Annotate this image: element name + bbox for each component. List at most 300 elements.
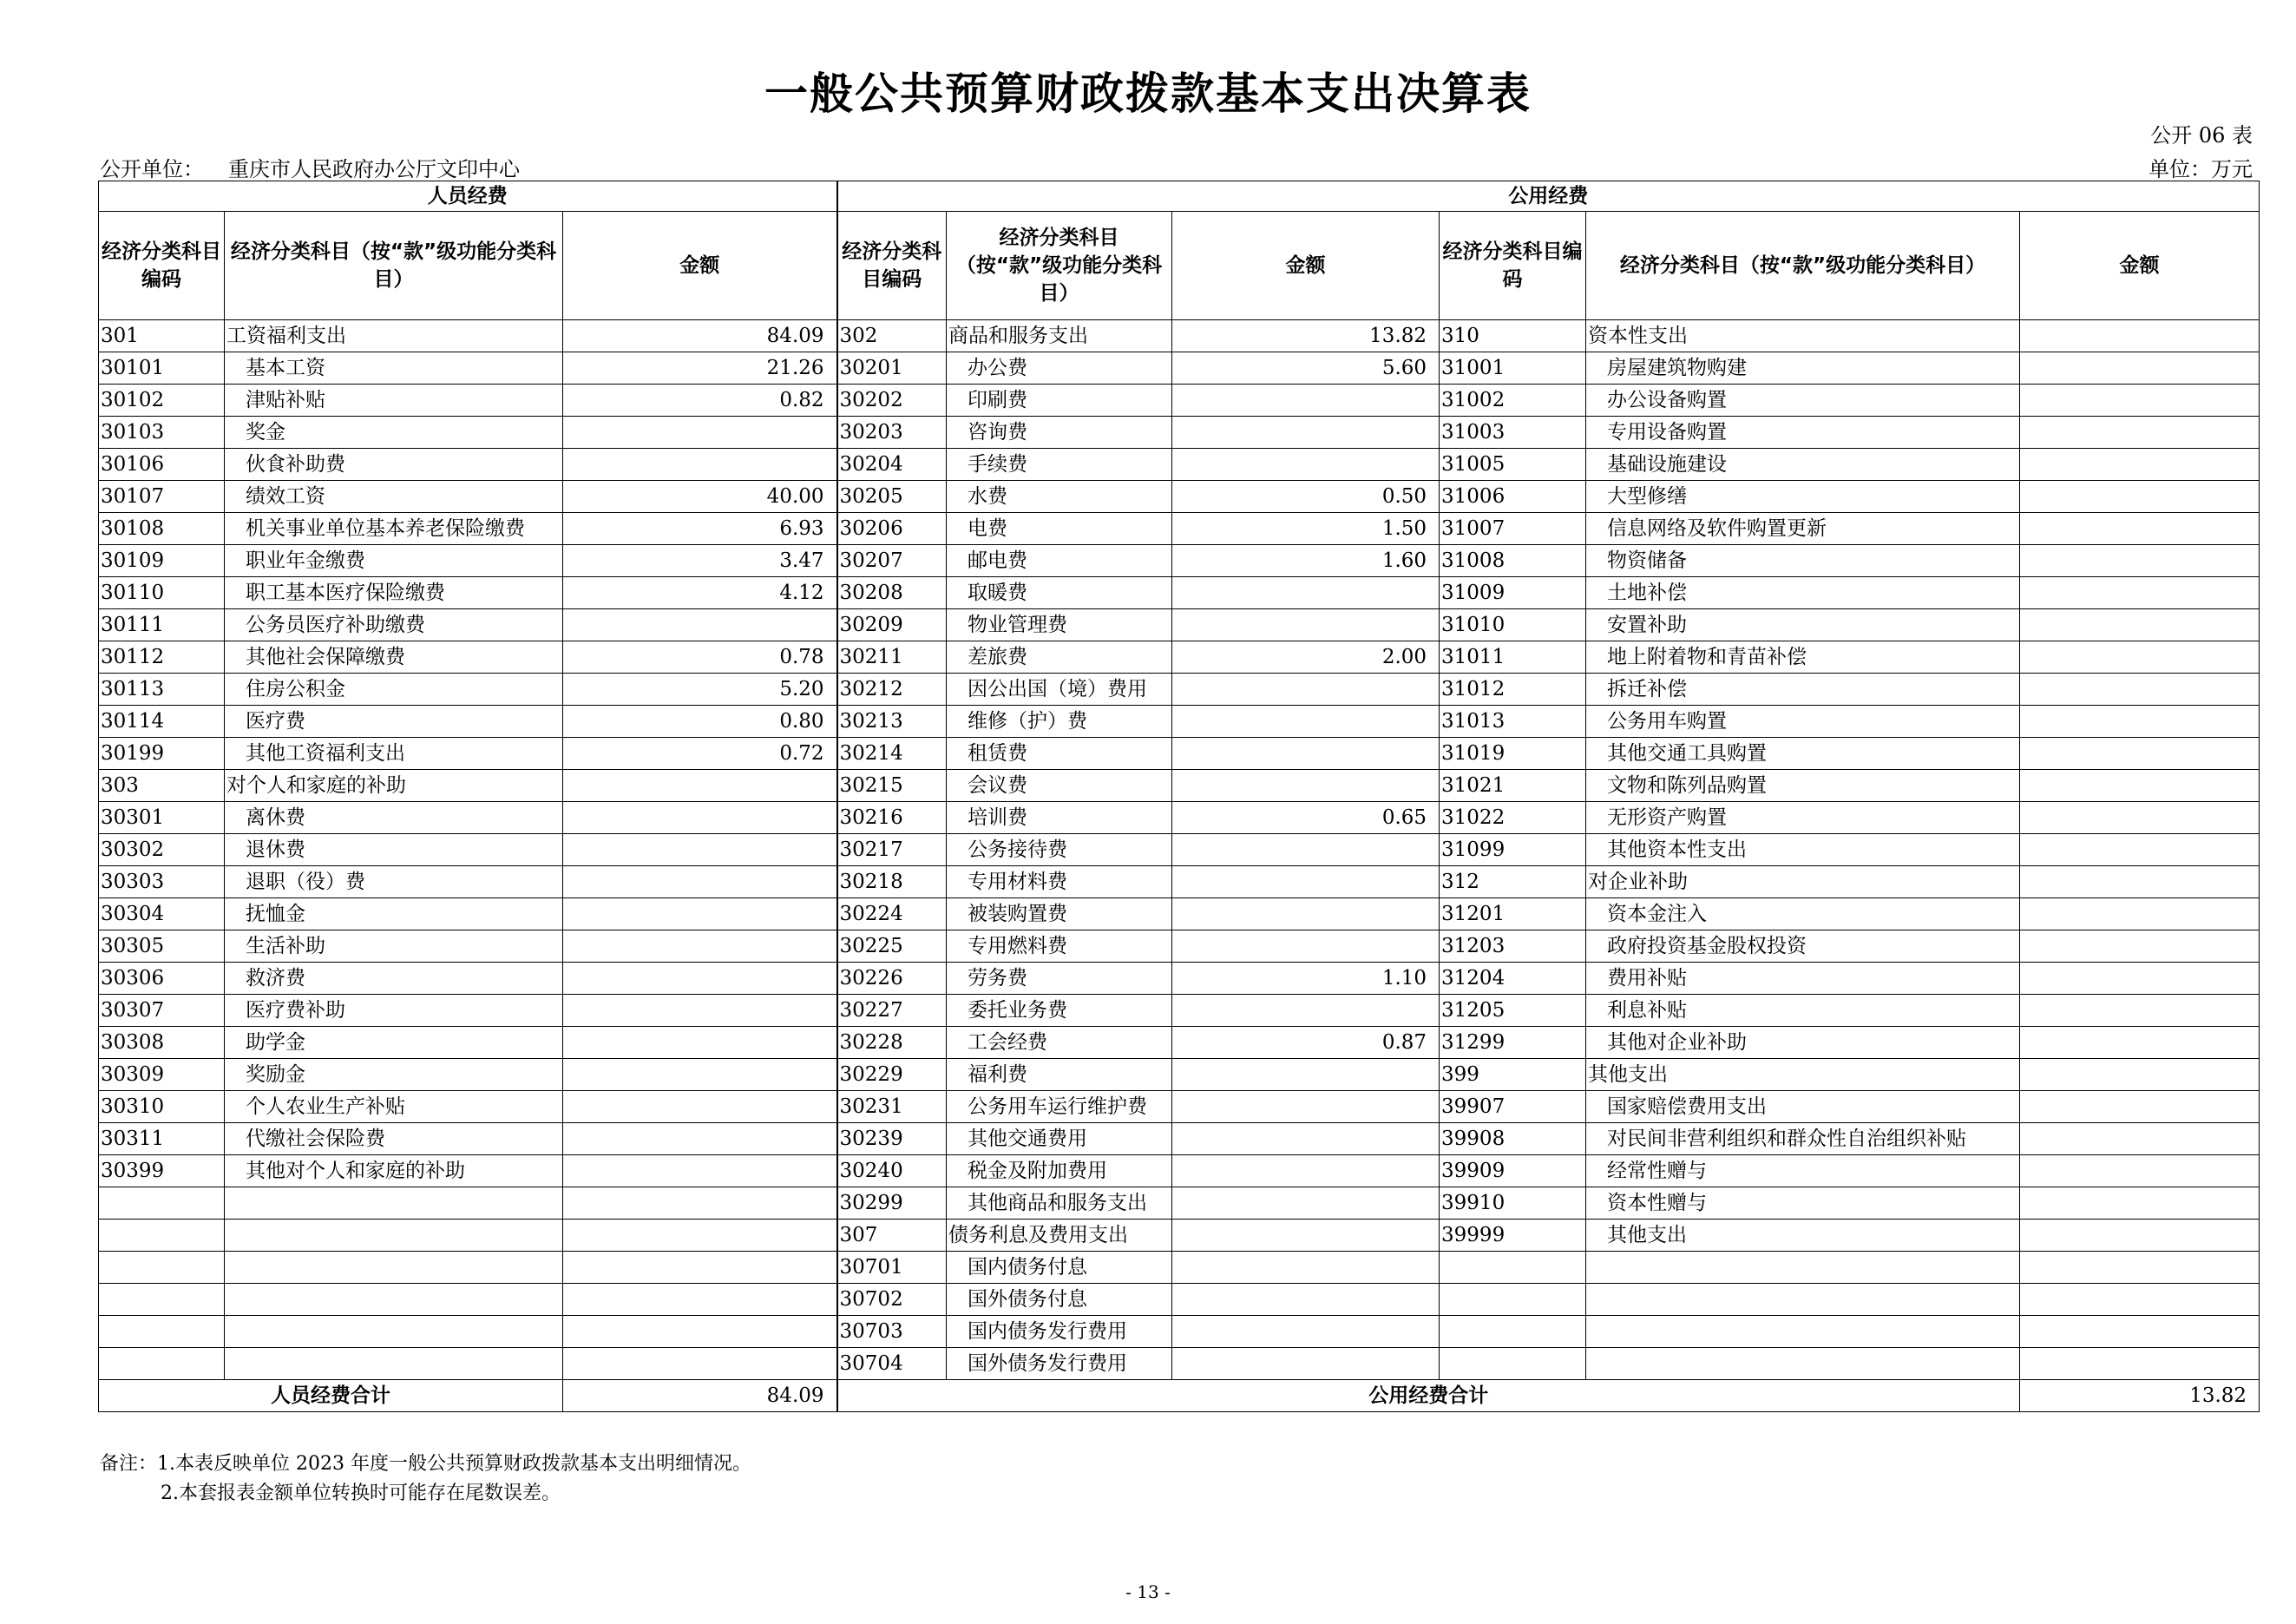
cell-personnel-name: 其他对个人和家庭的补助 xyxy=(225,1155,563,1187)
cell-goods-amount: 0.50 xyxy=(1172,481,1440,513)
cell-goods-code: 30208 xyxy=(837,577,947,609)
col-header-capital-amount: 金额 xyxy=(2020,212,2260,320)
cell-personnel-amount: 4.12 xyxy=(563,577,837,609)
cell-goods-name: 专用材料费 xyxy=(947,866,1172,898)
reporting-unit-name: 重庆市人民政府办公厅文印中心 xyxy=(228,157,520,181)
cell-goods-amount: 0.65 xyxy=(1172,802,1440,834)
cell-capital-code xyxy=(1440,1348,1586,1380)
cell-goods-code: 30218 xyxy=(837,866,947,898)
table-row xyxy=(99,1220,2260,1252)
cell-goods-name: 物业管理费 xyxy=(947,609,1172,641)
cell-goods-amount: 0.87 xyxy=(1172,1027,1440,1059)
cell-capital-name: 其他交通工具购置 xyxy=(1586,738,2020,770)
cell-capital-code xyxy=(1440,1252,1586,1284)
cell-capital-name: 房屋建筑物购建 xyxy=(1586,352,2020,385)
table-row xyxy=(99,1316,2260,1348)
group-header-row xyxy=(99,181,2260,212)
cell-goods-amount: 1.10 xyxy=(1172,963,1440,995)
cell-goods-amount xyxy=(1172,1187,1440,1220)
table-row xyxy=(99,417,2260,449)
cell-goods-code: 30225 xyxy=(837,930,947,963)
cell-capital-code: 31002 xyxy=(1440,385,1586,417)
table-row xyxy=(99,1123,2260,1155)
cell-personnel-name: 工资福利支出 xyxy=(225,320,563,352)
cell-capital-amount xyxy=(2020,1059,2260,1091)
cell-personnel-name: 其他社会保障缴费 xyxy=(225,641,563,674)
cell-goods-code: 307 xyxy=(837,1220,947,1252)
cell-goods-amount xyxy=(1172,866,1440,898)
cell-capital-name: 信息网络及软件购置更新 xyxy=(1586,513,2020,545)
cell-personnel-code: 30399 xyxy=(99,1155,225,1187)
cell-goods-name: 因公出国（境）费用 xyxy=(947,674,1172,706)
cell-capital-amount xyxy=(2020,609,2260,641)
cell-goods-code: 30212 xyxy=(837,674,947,706)
cell-personnel-code: 301 xyxy=(99,320,225,352)
cell-capital-name: 国家赔偿费用支出 xyxy=(1586,1091,2020,1123)
cell-capital-code: 31201 xyxy=(1440,898,1586,930)
cell-personnel-amount xyxy=(563,834,837,866)
cell-goods-amount xyxy=(1172,674,1440,706)
cell-goods-code: 30701 xyxy=(837,1252,947,1284)
cell-goods-amount xyxy=(1172,609,1440,641)
cell-capital-code: 31003 xyxy=(1440,417,1586,449)
cell-goods-name: 取暖费 xyxy=(947,577,1172,609)
cell-capital-amount xyxy=(2020,1155,2260,1187)
cell-goods-code: 30205 xyxy=(837,481,947,513)
cell-personnel-amount xyxy=(563,1252,837,1284)
public-total-label: 公用经费合计 xyxy=(837,1380,2020,1412)
cell-capital-code: 31099 xyxy=(1440,834,1586,866)
cell-personnel-code xyxy=(99,1316,225,1348)
cell-capital-code: 31006 xyxy=(1440,481,1586,513)
cell-capital-name: 经常性赠与 xyxy=(1586,1155,2020,1187)
cell-capital-amount xyxy=(2020,770,2260,802)
cell-personnel-name xyxy=(225,1316,563,1348)
table-row xyxy=(99,963,2260,995)
cell-personnel-amount xyxy=(563,417,837,449)
cell-goods-name: 国内债务付息 xyxy=(947,1252,1172,1284)
cell-personnel-code xyxy=(99,1348,225,1380)
note-1: 备注：1.本表反映单位 2023 年度一般公共预算财政拨款基本支出明细情况。 xyxy=(100,1453,751,1475)
table-row xyxy=(99,802,2260,834)
cell-goods-code: 30203 xyxy=(837,417,947,449)
cell-capital-name: 办公设备购置 xyxy=(1586,385,2020,417)
cell-capital-amount xyxy=(2020,1284,2260,1316)
cell-capital-amount xyxy=(2020,641,2260,674)
cell-capital-amount xyxy=(2020,738,2260,770)
note-2: 2.本套报表金额单位转换时可能存在尾数误差。 xyxy=(161,1483,561,1504)
cell-goods-amount xyxy=(1172,385,1440,417)
cell-goods-amount xyxy=(1172,577,1440,609)
cell-goods-name: 公务接待费 xyxy=(947,834,1172,866)
cell-personnel-name xyxy=(225,1348,563,1380)
cell-personnel-amount: 40.00 xyxy=(563,481,837,513)
personnel-total-label: 人员经费合计 xyxy=(99,1380,563,1412)
cell-capital-name: 其他支出 xyxy=(1586,1220,2020,1252)
cell-personnel-code: 30106 xyxy=(99,449,225,481)
table-row xyxy=(99,385,2260,417)
budget-table xyxy=(98,181,2260,1412)
cell-goods-name: 国外债务发行费用 xyxy=(947,1348,1172,1380)
cell-capital-code: 31022 xyxy=(1440,802,1586,834)
table-row xyxy=(99,738,2260,770)
cell-goods-name: 商品和服务支出 xyxy=(947,320,1172,352)
cell-capital-amount xyxy=(2020,1348,2260,1380)
cell-capital-amount xyxy=(2020,834,2260,866)
table-row xyxy=(99,1348,2260,1380)
cell-goods-amount: 13.82 xyxy=(1172,320,1440,352)
cell-goods-amount xyxy=(1172,1123,1440,1155)
cell-personnel-name: 公务员医疗补助缴费 xyxy=(225,609,563,641)
cell-personnel-code: 30307 xyxy=(99,995,225,1027)
col-header-goods-name: 经济分类科目（按“款”级功能分类科目） xyxy=(947,212,1172,320)
cell-goods-code: 30206 xyxy=(837,513,947,545)
cell-capital-name: 拆迁补偿 xyxy=(1586,674,2020,706)
cell-personnel-name: 奖金 xyxy=(225,417,563,449)
cell-personnel-amount: 5.20 xyxy=(563,674,837,706)
cell-personnel-name: 津贴补贴 xyxy=(225,385,563,417)
cell-capital-name: 资本性赠与 xyxy=(1586,1187,2020,1220)
cell-personnel-amount: 0.72 xyxy=(563,738,837,770)
cell-capital-name: 公务用车购置 xyxy=(1586,706,2020,738)
cell-personnel-code: 30107 xyxy=(99,481,225,513)
cell-personnel-amount xyxy=(563,866,837,898)
cell-goods-code: 30226 xyxy=(837,963,947,995)
cell-personnel-amount xyxy=(563,1059,837,1091)
cell-personnel-name: 代缴社会保险费 xyxy=(225,1123,563,1155)
cell-personnel-code: 30112 xyxy=(99,641,225,674)
cell-personnel-amount xyxy=(563,1155,837,1187)
cell-goods-code: 30217 xyxy=(837,834,947,866)
cell-goods-code: 30202 xyxy=(837,385,947,417)
cell-goods-code: 30215 xyxy=(837,770,947,802)
cell-capital-amount xyxy=(2020,352,2260,385)
cell-personnel-amount xyxy=(563,1027,837,1059)
cell-capital-name: 地上附着物和青苗补偿 xyxy=(1586,641,2020,674)
cell-personnel-code: 30110 xyxy=(99,577,225,609)
cell-personnel-amount xyxy=(563,1284,837,1316)
cell-personnel-name: 医疗费补助 xyxy=(225,995,563,1027)
cell-personnel-name xyxy=(225,1284,563,1316)
cell-capital-amount xyxy=(2020,513,2260,545)
cell-capital-code xyxy=(1440,1284,1586,1316)
cell-capital-amount xyxy=(2020,1123,2260,1155)
cell-capital-code: 31205 xyxy=(1440,995,1586,1027)
cell-goods-amount xyxy=(1172,1316,1440,1348)
cell-capital-code: 39907 xyxy=(1440,1091,1586,1123)
cell-goods-code: 30213 xyxy=(837,706,947,738)
cell-capital-name: 对民间非营利组织和群众性自治组织补贴 xyxy=(1586,1123,2020,1155)
cell-capital-amount xyxy=(2020,481,2260,513)
cell-personnel-code: 30306 xyxy=(99,963,225,995)
cell-personnel-amount: 3.47 xyxy=(563,545,837,577)
cell-capital-amount xyxy=(2020,417,2260,449)
form-number: 公开 06 表 xyxy=(2150,123,2253,148)
cell-goods-name: 国外债务付息 xyxy=(947,1284,1172,1316)
cell-personnel-code xyxy=(99,1187,225,1220)
table-row xyxy=(99,1284,2260,1316)
cell-personnel-name: 医疗费 xyxy=(225,706,563,738)
cell-capital-amount xyxy=(2020,706,2260,738)
cell-capital-name xyxy=(1586,1348,2020,1380)
cell-personnel-amount xyxy=(563,995,837,1027)
cell-capital-code: 31009 xyxy=(1440,577,1586,609)
cell-goods-code: 30224 xyxy=(837,898,947,930)
cell-goods-amount xyxy=(1172,1155,1440,1187)
cell-capital-amount xyxy=(2020,898,2260,930)
cell-personnel-amount xyxy=(563,609,837,641)
cell-goods-name: 手续费 xyxy=(947,449,1172,481)
table-row xyxy=(99,641,2260,674)
cell-personnel-name: 职工基本医疗保险缴费 xyxy=(225,577,563,609)
cell-capital-name xyxy=(1586,1316,2020,1348)
cell-goods-code: 30704 xyxy=(837,1348,947,1380)
cell-personnel-name: 其他工资福利支出 xyxy=(225,738,563,770)
cell-personnel-name: 住房公积金 xyxy=(225,674,563,706)
cell-personnel-amount: 0.82 xyxy=(563,385,837,417)
table-row xyxy=(99,481,2260,513)
cell-capital-code xyxy=(1440,1316,1586,1348)
table-row xyxy=(99,449,2260,481)
cell-goods-amount xyxy=(1172,834,1440,866)
cell-personnel-code: 30302 xyxy=(99,834,225,866)
cell-capital-code: 31203 xyxy=(1440,930,1586,963)
cell-personnel-name: 对个人和家庭的补助 xyxy=(225,770,563,802)
cell-capital-amount xyxy=(2020,545,2260,577)
cell-personnel-code xyxy=(99,1284,225,1316)
cell-goods-amount xyxy=(1172,995,1440,1027)
cell-goods-name: 办公费 xyxy=(947,352,1172,385)
public-total-amount: 13.82 xyxy=(2020,1380,2260,1412)
cell-goods-amount xyxy=(1172,898,1440,930)
cell-goods-name: 其他商品和服务支出 xyxy=(947,1187,1172,1220)
cell-personnel-amount xyxy=(563,1316,837,1348)
cell-goods-name: 工会经费 xyxy=(947,1027,1172,1059)
cell-goods-amount xyxy=(1172,1059,1440,1091)
cell-goods-name: 水费 xyxy=(947,481,1172,513)
totals-row xyxy=(99,1380,2260,1412)
cell-goods-name: 咨询费 xyxy=(947,417,1172,449)
cell-personnel-name: 退职（役）费 xyxy=(225,866,563,898)
cell-capital-amount xyxy=(2020,1027,2260,1059)
cell-personnel-amount xyxy=(563,770,837,802)
cell-goods-code: 30299 xyxy=(837,1187,947,1220)
cell-capital-code: 31021 xyxy=(1440,770,1586,802)
cell-goods-code: 30227 xyxy=(837,995,947,1027)
cell-personnel-code: 30109 xyxy=(99,545,225,577)
col-header-personnel-name: 经济分类科目（按“款”级功能分类科目） xyxy=(225,212,563,320)
table-row xyxy=(99,545,2260,577)
cell-goods-code: 30207 xyxy=(837,545,947,577)
cell-personnel-name: 基本工资 xyxy=(225,352,563,385)
cell-goods-amount xyxy=(1172,1091,1440,1123)
cell-personnel-code: 30303 xyxy=(99,866,225,898)
cell-capital-code: 39999 xyxy=(1440,1220,1586,1252)
reporting-unit-label: 公开单位： xyxy=(100,157,204,181)
cell-goods-code: 30229 xyxy=(837,1059,947,1091)
cell-personnel-code xyxy=(99,1220,225,1252)
cell-goods-name: 福利费 xyxy=(947,1059,1172,1091)
cell-capital-amount xyxy=(2020,577,2260,609)
cell-capital-code: 310 xyxy=(1440,320,1586,352)
table-row xyxy=(99,513,2260,545)
table-row xyxy=(99,770,2260,802)
cell-personnel-amount: 84.09 xyxy=(563,320,837,352)
cell-capital-code: 31204 xyxy=(1440,963,1586,995)
cell-personnel-amount xyxy=(563,1348,837,1380)
cell-goods-amount xyxy=(1172,738,1440,770)
cell-goods-name: 邮电费 xyxy=(947,545,1172,577)
cell-goods-code: 30201 xyxy=(837,352,947,385)
cell-goods-code: 30209 xyxy=(837,609,947,641)
cell-personnel-code: 30108 xyxy=(99,513,225,545)
cell-personnel-name: 伙食补助费 xyxy=(225,449,563,481)
cell-goods-code: 30231 xyxy=(837,1091,947,1123)
cell-personnel-code: 30103 xyxy=(99,417,225,449)
cell-goods-code: 30216 xyxy=(837,802,947,834)
cell-personnel-name: 绩效工资 xyxy=(225,481,563,513)
cell-personnel-code: 30308 xyxy=(99,1027,225,1059)
cell-goods-amount xyxy=(1172,770,1440,802)
cell-goods-amount xyxy=(1172,1284,1440,1316)
table-row xyxy=(99,1059,2260,1091)
cell-capital-code: 31011 xyxy=(1440,641,1586,674)
table-row xyxy=(99,1091,2260,1123)
table-row xyxy=(99,866,2260,898)
cell-personnel-code: 30111 xyxy=(99,609,225,641)
cell-goods-name: 会议费 xyxy=(947,770,1172,802)
cell-goods-code: 30214 xyxy=(837,738,947,770)
cell-goods-code: 30240 xyxy=(837,1155,947,1187)
cell-goods-name: 被装购置费 xyxy=(947,898,1172,930)
cell-goods-code: 30228 xyxy=(837,1027,947,1059)
table-row xyxy=(99,898,2260,930)
table-row xyxy=(99,834,2260,866)
cell-goods-code: 30204 xyxy=(837,449,947,481)
cell-capital-name: 其他资本性支出 xyxy=(1586,834,2020,866)
col-header-capital-name: 经济分类科目（按“款”级功能分类科目） xyxy=(1586,212,2020,320)
cell-goods-amount xyxy=(1172,1252,1440,1284)
cell-goods-code: 30211 xyxy=(837,641,947,674)
cell-goods-code: 30239 xyxy=(837,1123,947,1155)
cell-goods-amount xyxy=(1172,417,1440,449)
cell-goods-name: 委托业务费 xyxy=(947,995,1172,1027)
table-row xyxy=(99,352,2260,385)
col-header-capital-code: 经济分类科目编码 xyxy=(1440,212,1586,320)
cell-capital-amount xyxy=(2020,1091,2260,1123)
table-row xyxy=(99,674,2260,706)
cell-personnel-amount xyxy=(563,963,837,995)
page-number: - 13 - xyxy=(1125,1581,1171,1602)
cell-goods-name: 维修（护）费 xyxy=(947,706,1172,738)
cell-goods-name: 公务用车运行维护费 xyxy=(947,1091,1172,1123)
cell-capital-name: 其他支出 xyxy=(1586,1059,2020,1091)
cell-capital-code: 31001 xyxy=(1440,352,1586,385)
cell-personnel-amount xyxy=(563,930,837,963)
cell-capital-code: 31008 xyxy=(1440,545,1586,577)
cell-personnel-code: 30114 xyxy=(99,706,225,738)
cell-capital-code: 31013 xyxy=(1440,706,1586,738)
cell-personnel-amount: 6.93 xyxy=(563,513,837,545)
cell-capital-amount xyxy=(2020,674,2260,706)
cell-capital-code: 31299 xyxy=(1440,1027,1586,1059)
cell-personnel-amount xyxy=(563,1220,837,1252)
cell-capital-name: 其他对企业补助 xyxy=(1586,1027,2020,1059)
cell-personnel-name: 离休费 xyxy=(225,802,563,834)
cell-capital-amount xyxy=(2020,995,2260,1027)
col-header-personnel-amount: 金额 xyxy=(563,212,837,320)
cell-personnel-name: 个人农业生产补贴 xyxy=(225,1091,563,1123)
table-row xyxy=(99,1027,2260,1059)
cell-capital-name: 基础设施建设 xyxy=(1586,449,2020,481)
cell-goods-code: 30702 xyxy=(837,1284,947,1316)
cell-capital-name: 利息补贴 xyxy=(1586,995,2020,1027)
cell-personnel-code xyxy=(99,1252,225,1284)
column-header-row xyxy=(99,212,2260,320)
col-header-goods-amount: 金额 xyxy=(1172,212,1440,320)
cell-goods-code: 302 xyxy=(837,320,947,352)
cell-goods-amount: 5.60 xyxy=(1172,352,1440,385)
cell-goods-name: 电费 xyxy=(947,513,1172,545)
group-header-public: 公用经费 xyxy=(837,181,2260,212)
cell-personnel-code: 30305 xyxy=(99,930,225,963)
cell-personnel-code: 30311 xyxy=(99,1123,225,1155)
cell-capital-name: 资本性支出 xyxy=(1586,320,2020,352)
cell-goods-name: 专用燃料费 xyxy=(947,930,1172,963)
cell-personnel-amount xyxy=(563,1187,837,1220)
cell-capital-code: 31005 xyxy=(1440,449,1586,481)
cell-capital-code: 31007 xyxy=(1440,513,1586,545)
cell-personnel-name: 救济费 xyxy=(225,963,563,995)
cell-personnel-amount: 21.26 xyxy=(563,352,837,385)
cell-personnel-name: 奖励金 xyxy=(225,1059,563,1091)
cell-goods-name: 劳务费 xyxy=(947,963,1172,995)
cell-goods-amount xyxy=(1172,930,1440,963)
cell-capital-amount xyxy=(2020,385,2260,417)
cell-capital-amount xyxy=(2020,1316,2260,1348)
cell-capital-amount xyxy=(2020,930,2260,963)
table-row xyxy=(99,1187,2260,1220)
cell-personnel-amount xyxy=(563,802,837,834)
cell-capital-amount xyxy=(2020,1187,2260,1220)
cell-personnel-amount xyxy=(563,1091,837,1123)
cell-goods-amount xyxy=(1172,1220,1440,1252)
table-row xyxy=(99,1252,2260,1284)
table-row xyxy=(99,320,2260,352)
table-row xyxy=(99,609,2260,641)
cell-capital-code: 39908 xyxy=(1440,1123,1586,1155)
cell-goods-amount xyxy=(1172,706,1440,738)
cell-goods-name: 其他交通费用 xyxy=(947,1123,1172,1155)
notes xyxy=(100,1450,751,1509)
cell-goods-name: 租赁费 xyxy=(947,738,1172,770)
cell-personnel-amount xyxy=(563,898,837,930)
cell-goods-amount: 1.50 xyxy=(1172,513,1440,545)
cell-capital-amount xyxy=(2020,802,2260,834)
personnel-total-amount: 84.09 xyxy=(563,1380,837,1412)
cell-capital-amount xyxy=(2020,449,2260,481)
cell-capital-name: 费用补贴 xyxy=(1586,963,2020,995)
cell-capital-code: 39910 xyxy=(1440,1187,1586,1220)
cell-personnel-code: 30113 xyxy=(99,674,225,706)
cell-goods-name: 印刷费 xyxy=(947,385,1172,417)
cell-personnel-name: 抚恤金 xyxy=(225,898,563,930)
cell-capital-name: 政府投资基金股权投资 xyxy=(1586,930,2020,963)
group-header-personnel: 人员经费 xyxy=(99,181,837,212)
reporting-unit xyxy=(100,152,520,182)
cell-goods-name: 国内债务发行费用 xyxy=(947,1316,1172,1348)
cell-capital-name: 文物和陈列品购置 xyxy=(1586,770,2020,802)
